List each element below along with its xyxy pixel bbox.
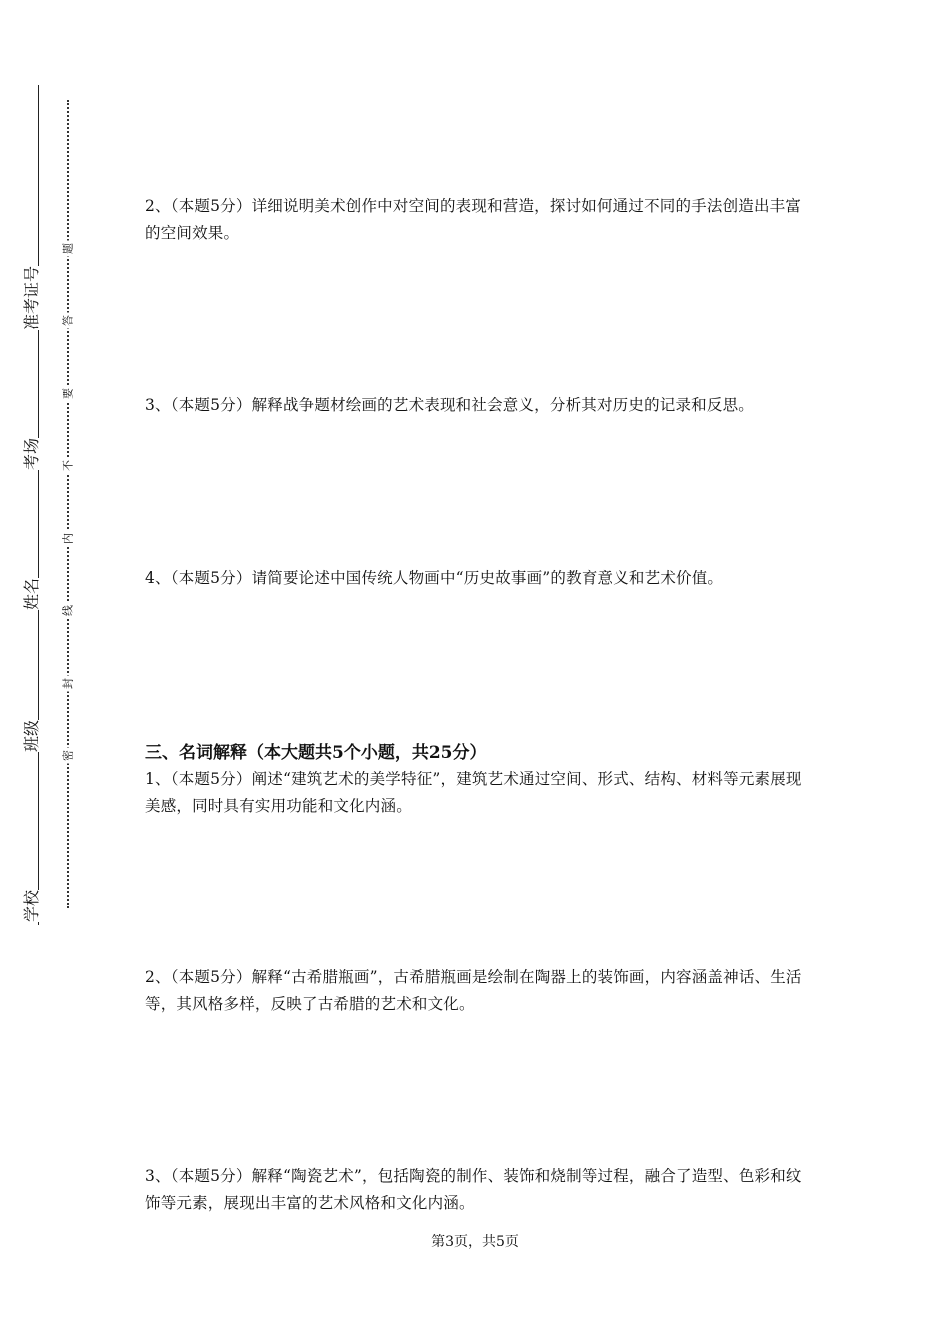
seal-char: 内	[63, 531, 74, 547]
question-3-2: 2、（本题5分）解释“古希腊瓶画”，古希腊瓶画是绘制在陶器上的装饰画，内容涵盖神话、生活等，其风格多样，反映了古希腊的艺术和文化。	[145, 968, 802, 1013]
seal-char: 不	[63, 458, 74, 474]
question-3-3: 3、（本题5分）解释“陶瓷艺术”，包括陶瓷的制作、装饰和烧制等过程，融合了造型、色彩和纹饰等元素，展现出丰富的艺术风格和文化内涵。	[145, 1167, 802, 1212]
seal-char: 要	[63, 386, 74, 402]
section-3-heading: 三、名词解释（本大题共5个小题，共25分）	[145, 743, 487, 763]
seal-char: 答	[63, 313, 74, 329]
field-exam-room: 考场	[22, 437, 41, 470]
question-2-2: 2、（本题5分）详细说明美术创作中对空间的表现和营造，探讨如何通过不同的手法创造出丰富的空间效果。	[145, 197, 802, 242]
binding-line-solid	[38, 85, 39, 925]
field-exam-number: 准考证号	[22, 265, 41, 330]
seal-char: 密	[63, 748, 74, 764]
seal-char: 线	[63, 603, 74, 619]
seal-char: 封	[63, 676, 74, 692]
question-2-4: 4、（本题5分）请简要论述中国传统人物画中“历史故事画”的教育意义和艺术价值。	[145, 569, 724, 587]
field-school: 学校	[22, 889, 41, 922]
seal-char: 题	[63, 241, 74, 257]
question-2-3: 3、（本题5分）解释战争题材绘画的艺术表现和社会意义，分析其对历史的记录和反思。	[145, 396, 754, 414]
field-name: 姓名	[22, 577, 41, 610]
binding-line-dotted	[67, 100, 69, 908]
field-class: 班级	[22, 719, 41, 752]
question-3-1: 1、（本题5分）阐述“建筑艺术的美学特征”，建筑艺术通过空间、形式、结构、材料等元素展现美感，同时具有实用功能和文化内涵。	[145, 770, 802, 815]
page-number: 第3页，共5页	[431, 1234, 519, 1250]
